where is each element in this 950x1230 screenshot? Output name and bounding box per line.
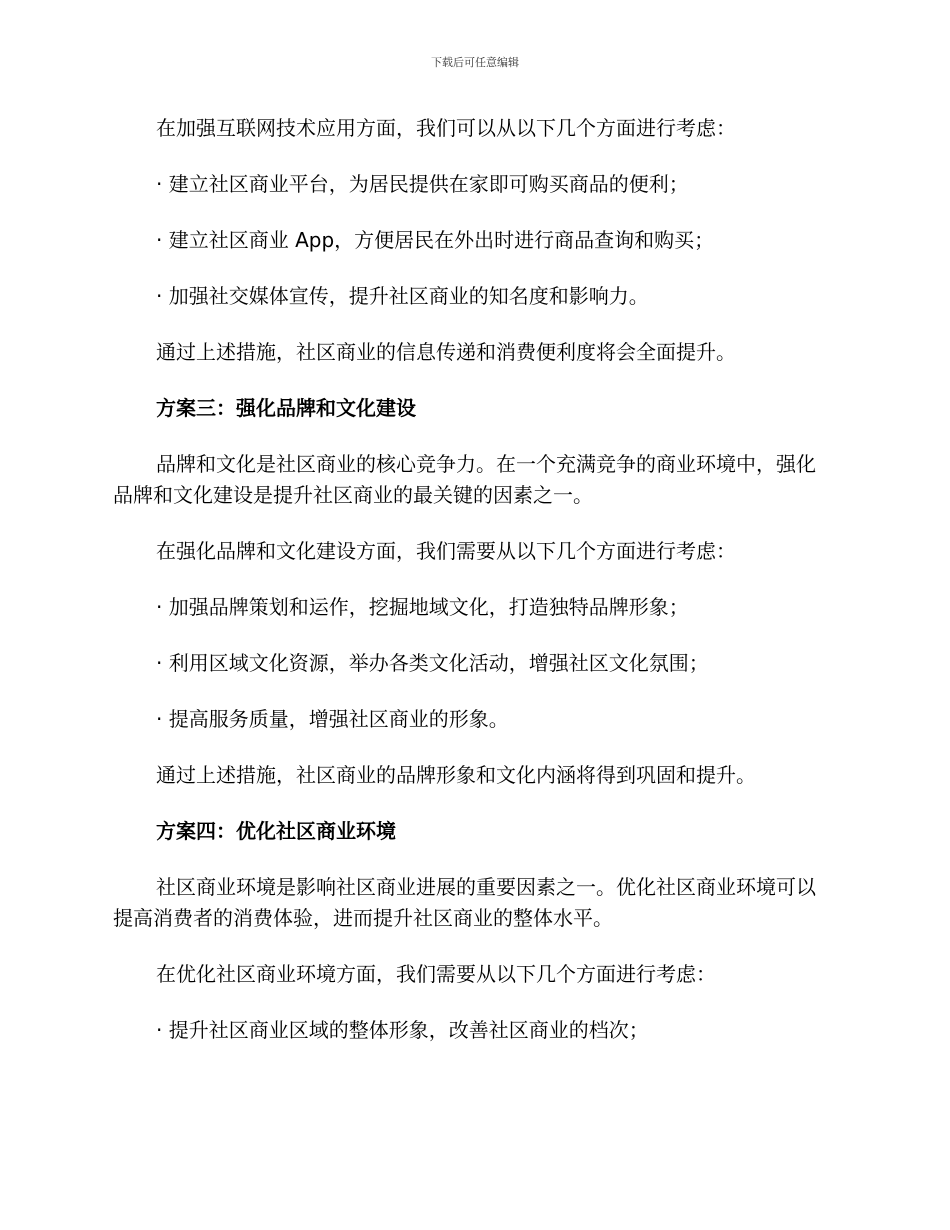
bullet-item: · 利用区域文化资源，举办各类文化活动，增强社区文化氛围； <box>156 651 709 675</box>
bullet-item: · 加强社交媒体宣传，提升社区商业的知名度和影响力。 <box>156 284 649 308</box>
section-heading: 方案三：强化品牌和文化建设 <box>156 396 416 420</box>
section-heading: 方案四：优化社区商业环境 <box>156 819 396 843</box>
paragraph: 在优化社区商业环境方面，我们需要从以下几个方面进行考虑： <box>156 962 716 986</box>
paragraph: 社区商业环境是影响社区商业进展的重要因素之一。优化社区商业环境可以提高消费者的消费体验，进而提升社区商业的整体水平。 <box>113 875 816 930</box>
paragraph: 通过上述措施，社区商业的信息传递和消费便利度将会全面提升。 <box>156 340 736 364</box>
document-body <box>113 113 835 1046</box>
bullet-item: · 提高服务质量，增强社区商业的形象。 <box>156 707 509 731</box>
page-header: 下载后可任意编辑 <box>431 56 519 69</box>
paragraph: 在加强互联网技术应用方面，我们可以从以下几个方面进行考虑： <box>156 116 736 140</box>
bullet-item: · 建立社区商业 App，方便居民在外出时进行商品查询和购买； <box>156 228 715 252</box>
paragraph: 通过上述措施，社区商业的品牌形象和文化内涵将得到巩固和提升。 <box>156 763 756 787</box>
bullet-item: · 提升社区商业区域的整体形象，改善社区商业的档次； <box>156 1018 649 1042</box>
paragraph: 品牌和文化是社区商业的核心竞争力。在一个充满竞争的商业环境中，强化品牌和文化建设是提升社区商业的最关键的因素之一。 <box>113 452 816 507</box>
bullet-item: · 加强品牌策划和运作，挖掘地域文化，打造独特品牌形象； <box>156 595 689 619</box>
paragraph: 在强化品牌和文化建设方面，我们需要从以下几个方面进行考虑： <box>156 539 736 563</box>
bullet-item: · 建立社区商业平台，为居民提供在家即可购买商品的便利； <box>156 172 689 196</box>
